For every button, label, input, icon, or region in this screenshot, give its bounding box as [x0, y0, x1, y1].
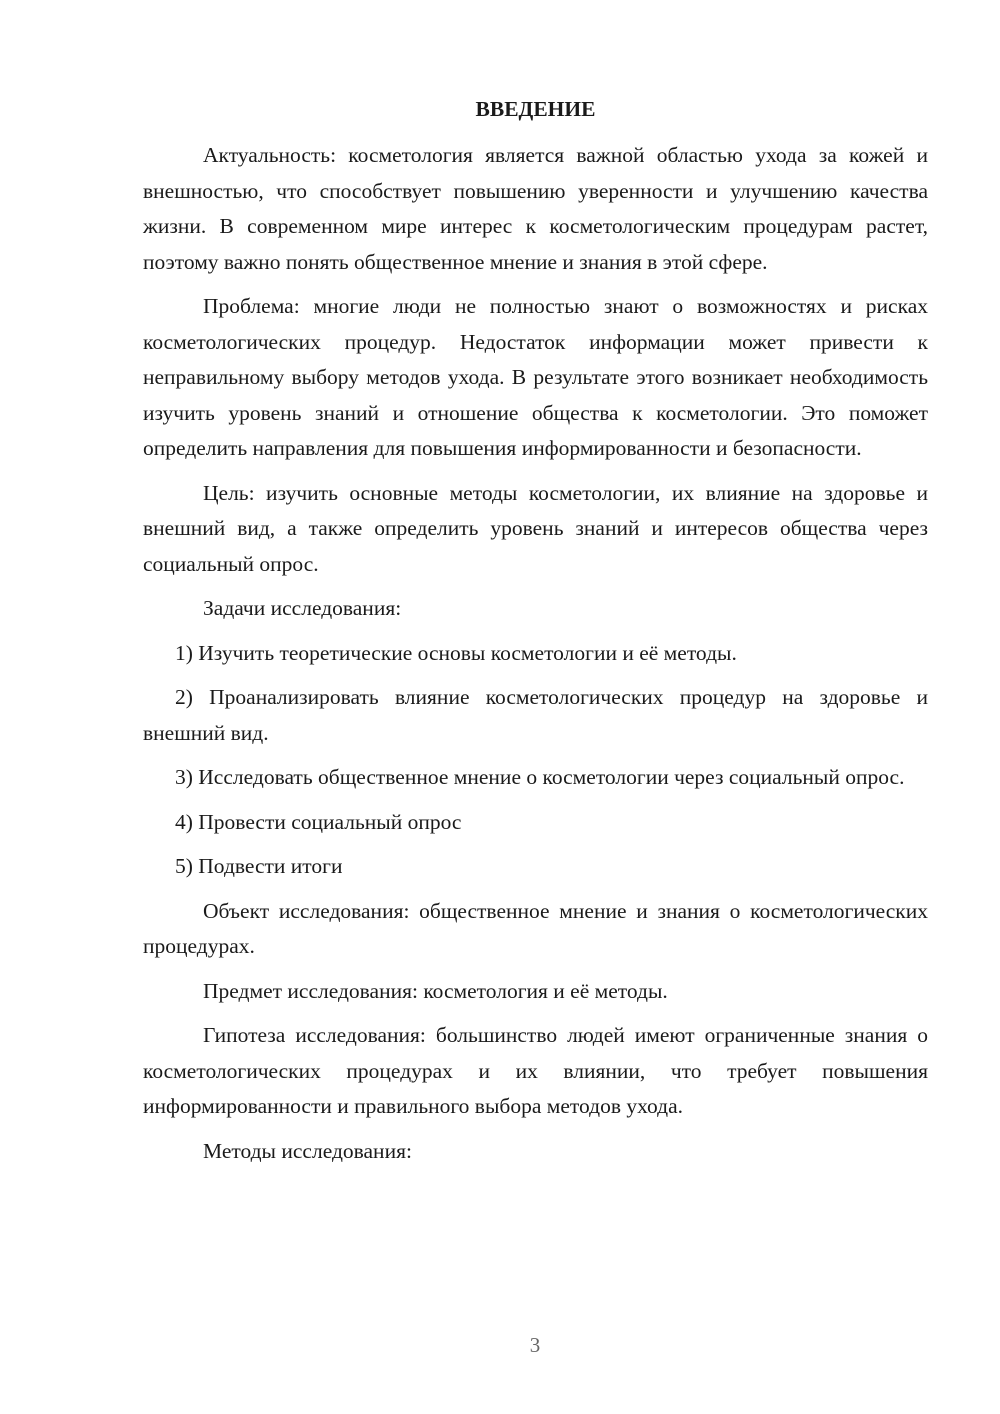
- paragraph-methods: Методы исследования:: [203, 1138, 412, 1163]
- page-number: 3: [529, 1333, 541, 1357]
- paragraph-relevance: Актуальность: косметология является важной областью ухода за кожей и внешностью, что способствует повышению уверенности и улучшению качества жизни. В современном мире интерес к косметологическим процедурам растет, поэтому важно понять общественное мнение и знания в этой сфере.: [143, 143, 928, 274]
- paragraph-subject: Предмет исследования: косметология и её методы.: [203, 978, 668, 1003]
- task-item-4: 4) Провести социальный опрос: [175, 809, 462, 834]
- task-item-2: 2) Проанализировать влияние косметологических процедур на здоровье и внешний вид.: [143, 685, 928, 745]
- task-item-5: 5) Подвести итоги: [175, 854, 343, 878]
- task-item-1: 1) Изучить теоретические основы косметологии и её методы.: [175, 640, 737, 665]
- section-title: ВВЕДЕНИЕ: [475, 97, 596, 121]
- paragraph-tasks-heading: Задачи исследования:: [203, 596, 402, 620]
- task-item-3: 3) Исследовать общественное мнение о косметологии через социальный опрос.: [175, 765, 905, 789]
- paragraph-object: Объект исследования: общественное мнение и знания о косметологических процедурах.: [143, 898, 928, 958]
- document-page: [143, 92, 928, 1178]
- paragraph-goal: Цель: изучить основные методы косметологии, их влияние на здоровье и внешний вид, а также определить уровень знаний и интересов общества через социальный опрос.: [143, 480, 928, 576]
- paragraph-hypothesis: Гипотеза исследования: большинство людей имеют ограниченные знания о косметологических процедурах и их влиянии, что требует повышения информированности и правильного выбора методов ухода.: [143, 1023, 928, 1118]
- paragraph-problem: Проблема: многие люди не полностью знают о возможностях и рисках косметологических процедур. Недостаток информации может привести к неправильному выбору методов ухода. В результате этого возникает необходимость изучить уровень знаний и отношение общества к косметологии. Это поможет определить направления для повышения информированности и безопасности.: [143, 294, 928, 460]
